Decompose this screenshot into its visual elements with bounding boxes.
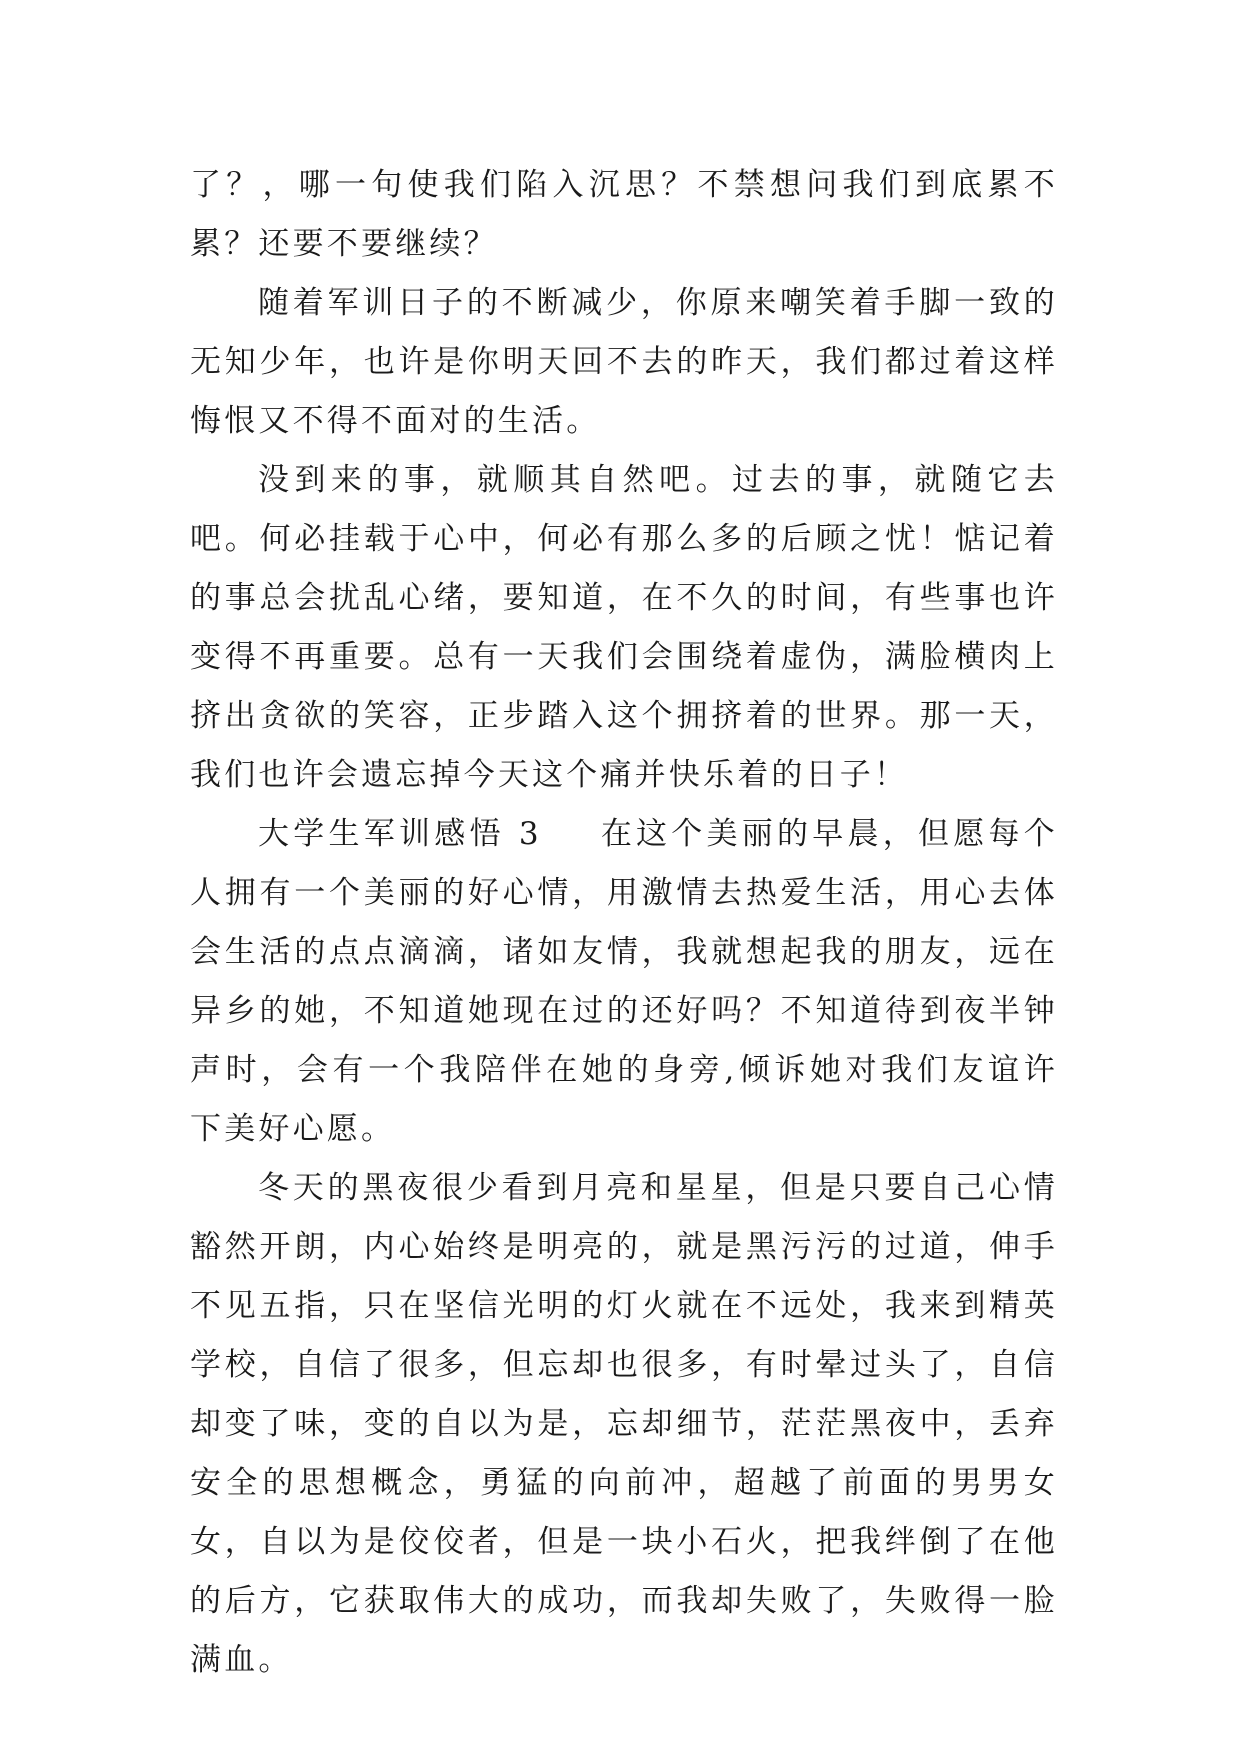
paragraph-4	[190, 805, 1058, 1159]
paragraph-5-text: 冬天的黑夜很少看到月亮和星星，但是只要自己心情豁然开朗，内心始终是明亮的，就是黑污污的过道，伸手不见五指，只在坚信光明的灯火就在不远处，我来到精英学校，自信了很多，但忘却也很多，有时晕过头了，自信却变了味，变的自以为是，忘却细节，茫茫黑夜中，丢弃安全的思想概念，勇猛的向前冲，超越了前面的男男女女，自以为是佼佼者，但是一块小石火，把我绊倒了在他的后方，它获取伟大的成功，而我却失败了，失败得一脸满血。	[190, 1170, 1058, 1678]
paragraph-5	[190, 1159, 1058, 1690]
section-heading: 大学生军训感悟 3	[258, 816, 542, 852]
document-body	[190, 156, 1058, 1690]
paragraph-2-text: 随着军训日子的不断减少，你原来嘲笑着手脚一致的无知少年，也许是你明天回不去的昨天，我们都过着这样悔恨又不得不面对的生活。	[190, 285, 1058, 439]
paragraph-3-text: 没到来的事，就顺其自然吧。过去的事，就随它去吧。何必挂载于心中，何必有那么多的后顾之忧！惦记着的事总会扰乱心绪，要知道，在不久的时间，有些事也许变得不再重要。总有一天我们会围绕着虚伪，满脸横肉上挤出贪欲的笑容，正步踏入这个拥挤着的世界。那一天，我们也许会遗忘掉今天这个痛并快乐着的日子！	[190, 462, 1058, 793]
paragraph-3	[190, 451, 1058, 805]
paragraph-2	[190, 274, 1058, 451]
paragraph-1-text: 了？，哪一句使我们陷入沉思？不禁想问我们到底累不累？还要不要继续？	[190, 167, 1058, 262]
paragraph-1	[190, 156, 1058, 274]
paragraph-4-text: 在这个美丽的早晨，但愿每个人拥有一个美丽的好心情，用激情去热爱生活，用心去体会生活的点点滴滴，诸如友情，我就想起我的朋友，远在异乡的她，不知道她现在过的还好吗？不知道待到夜半钟声时，会有一个我陪伴在她的身旁,倾诉她对我们友谊许下美好心愿。	[190, 816, 1058, 1147]
